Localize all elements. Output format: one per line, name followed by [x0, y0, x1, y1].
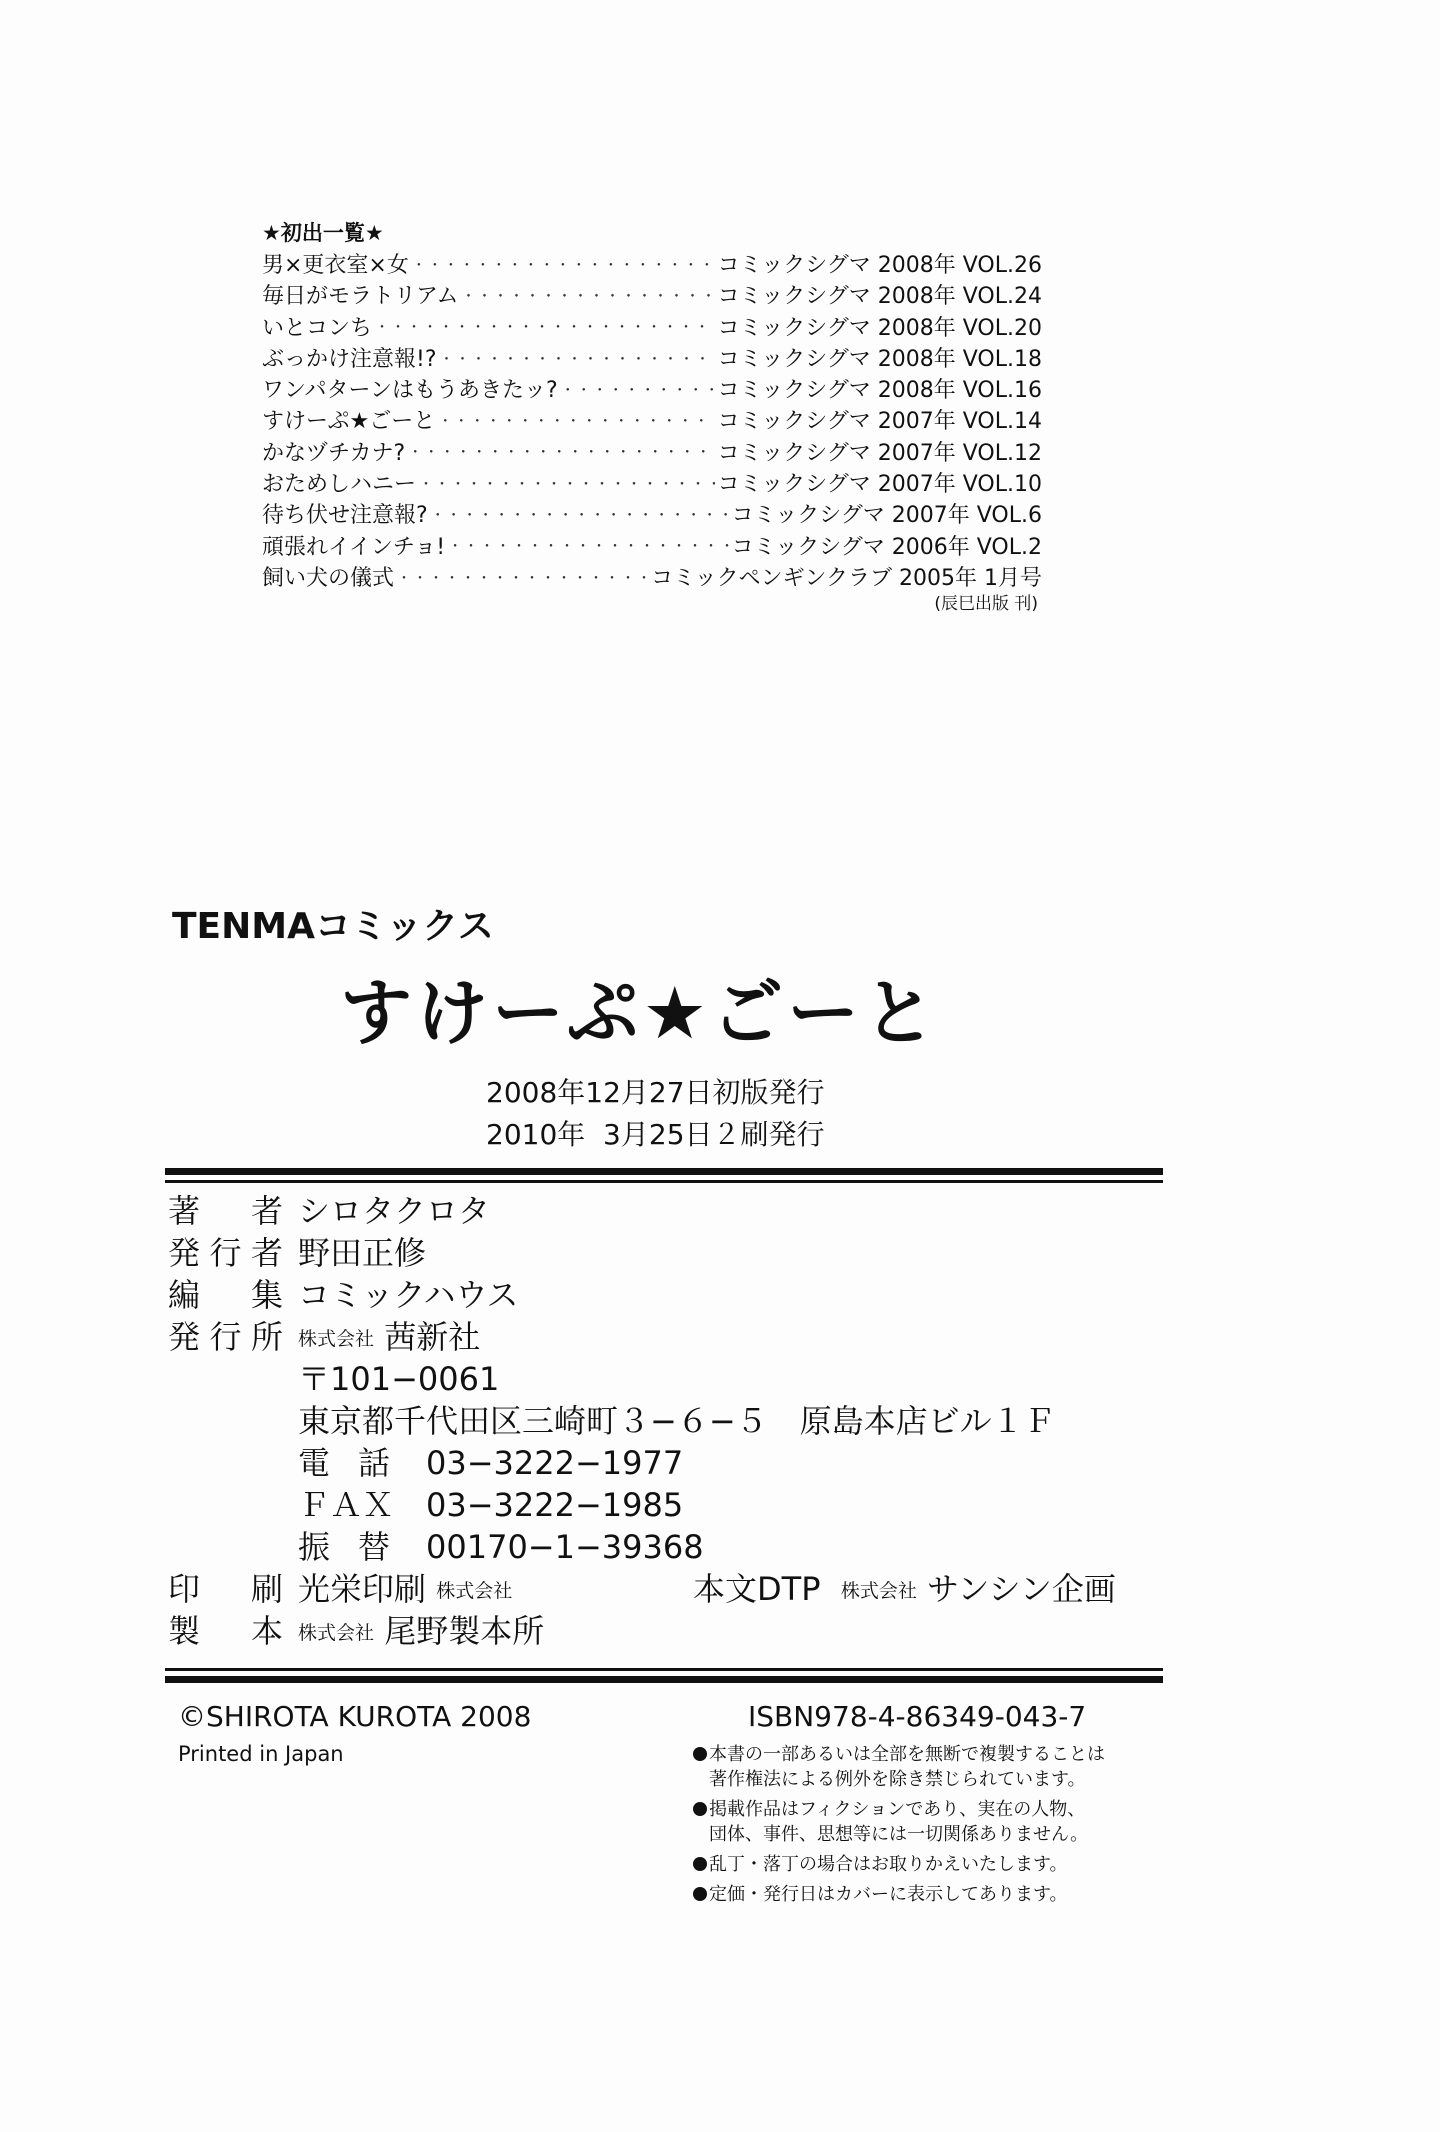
story-source: コミックシグマ 2008年 VOL.26: [717, 253, 1042, 278]
binder-name: 尾野製本所: [384, 1612, 545, 1650]
story-title: ワンパターンはもうあきたッ?: [262, 378, 558, 404]
publisher-note: (辰巳出版 刊): [934, 594, 1038, 615]
postal-code: 〒101−0061: [298, 1360, 500, 1398]
story-title: すけーぷ★ごーと: [262, 409, 436, 435]
leader-dots: [448, 540, 729, 554]
office-address: 東京都千代田区三崎町３−６−５ 原島本店ビル１Ｆ: [298, 1402, 1056, 1440]
divider: [165, 1668, 1163, 1671]
leader-dots: [438, 415, 714, 429]
legal-note: [693, 1797, 1163, 1847]
office-name: 茜新社: [384, 1318, 481, 1356]
divider: [165, 1676, 1163, 1683]
story-title: 飼い犬の儀式: [262, 565, 395, 591]
legal-notes: [693, 1742, 1163, 1912]
first-appearance-list: [262, 218, 1042, 616]
story-source: コミックシグマ 2006年 VOL.2: [731, 534, 1042, 560]
binder-prefix: 株式会社: [298, 1622, 375, 1644]
issuer-row: [168, 1232, 1168, 1274]
leader-dots: [375, 321, 715, 335]
note-line: 乱丁・落丁の場合はお取りかえいたします。: [709, 1854, 1068, 1875]
legal-note: [693, 1742, 1163, 1792]
list-item: [262, 250, 1042, 281]
first-appearance-heading: ★初出一覧★: [262, 221, 384, 245]
list-item: [262, 313, 1042, 344]
list-item: [262, 532, 1042, 563]
dtp-wrap: [693, 1568, 1116, 1612]
story-source: コミックシグマ 2008年 VOL.18: [717, 346, 1042, 372]
transfer-label: 振替: [298, 1528, 390, 1566]
imprint-label: TENMAコミックス: [172, 906, 494, 947]
address-row: [168, 1400, 1168, 1442]
author-label: 著者: [168, 1192, 283, 1230]
printer-suffix: 株式会社: [436, 1580, 513, 1602]
dtp-prefix: 株式会社: [840, 1580, 917, 1602]
phone-label: 電話: [298, 1444, 390, 1482]
postal-row: [168, 1358, 1168, 1400]
first-edition-date: 2008年12月27日初版発行: [486, 1076, 825, 1109]
dtp-label: 本文DTP: [693, 1570, 821, 1608]
story-title: ぶっかけ注意報!?: [262, 346, 437, 372]
editor-name: コミックハウス: [298, 1276, 519, 1314]
binding-label: 製本: [168, 1612, 283, 1650]
leader-dots: [412, 259, 715, 273]
leader-dots: [431, 509, 729, 523]
fax-wrap: [298, 1484, 683, 1526]
printer-row: [168, 1568, 1168, 1610]
note-line: 団体、事件、思想等には一切関係ありません。: [709, 1824, 1089, 1845]
edition-dates: [486, 1072, 825, 1156]
binding-row: [168, 1610, 1168, 1652]
dtp-company: サンシン企画: [927, 1570, 1116, 1608]
note-line: 本書の一部あるいは全部を無断で複製することは: [709, 1744, 1105, 1765]
office-row: [168, 1316, 1168, 1358]
copyright: ©SHIROTA KUROTA 2008: [178, 1700, 532, 1733]
author-name: シロタクロタ: [298, 1192, 491, 1230]
story-source: コミックシグマ 2007年 VOL.12: [717, 440, 1042, 466]
leader-dots: [408, 446, 714, 460]
story-source: コミックシグマ 2008年 VOL.24: [717, 284, 1042, 310]
list-item: [262, 500, 1042, 531]
leader-dots: [461, 290, 714, 304]
list-item: [262, 281, 1042, 312]
divider: [165, 1168, 1163, 1175]
office-name-wrap: [298, 1316, 480, 1360]
story-title: いとコンち: [262, 315, 373, 341]
list-item: [262, 469, 1042, 500]
second-printing-date: 2010年 3月25日２刷発行: [486, 1118, 825, 1151]
story-title: かなヅチカナ?: [262, 440, 406, 466]
leader-dots: [419, 478, 715, 492]
transfer-number: 00170−1−39368: [426, 1528, 704, 1566]
note-line: 定価・発行日はカバーに表示してあります。: [709, 1884, 1068, 1905]
phone-wrap: [298, 1442, 683, 1484]
office-label: 発行所: [168, 1318, 283, 1356]
isbn: ISBN978-4-86349-043-7: [748, 1700, 1087, 1733]
bullet-icon: [693, 1857, 707, 1871]
story-source: コミックシグマ 2008年 VOL.16: [717, 378, 1042, 404]
printed-in: Printed in Japan: [178, 1742, 344, 1766]
story-title: 男×更衣室×女: [262, 253, 409, 278]
list-item: [262, 438, 1042, 469]
fax-row: [168, 1484, 1168, 1526]
leader-dots: [440, 353, 715, 367]
list-item: [262, 563, 1042, 594]
list-item: [262, 375, 1042, 406]
bullet-icon: [693, 1887, 707, 1901]
story-source: コミックペンギンクラブ 2005年 1月号: [651, 565, 1042, 591]
divider: [165, 1180, 1163, 1183]
transfer-wrap: [298, 1526, 704, 1568]
leader-dots: [397, 572, 648, 586]
story-title: おためしハニー: [262, 472, 417, 498]
fax-number: 03−3222−1985: [426, 1486, 684, 1524]
printer-wrap: [298, 1568, 512, 1612]
office-prefix: 株式会社: [298, 1328, 375, 1350]
book-title: すけーぷ★ごーと: [340, 971, 940, 1055]
phone-number: 03−3222−1977: [426, 1444, 684, 1482]
story-source: コミックシグマ 2008年 VOL.20: [717, 315, 1042, 341]
editor-row: [168, 1274, 1168, 1316]
bullet-icon: [693, 1747, 707, 1761]
editor-label: 編集: [168, 1276, 283, 1314]
phone-row: [168, 1442, 1168, 1484]
story-source: コミックシグマ 2007年 VOL.6: [731, 503, 1042, 529]
transfer-row: [168, 1526, 1168, 1568]
bullet-icon: [693, 1802, 707, 1816]
legal-note: [693, 1882, 1163, 1907]
legal-note: [693, 1852, 1163, 1877]
fax-label: ＦＡＸ: [298, 1486, 395, 1524]
list-item: [262, 344, 1042, 375]
note-line: 著作権法による例外を除き禁じられています。: [709, 1769, 1086, 1790]
note-line: 掲載作品はフィクションであり、実在の人物、: [709, 1799, 1086, 1820]
issuer-name: 野田正修: [298, 1234, 427, 1272]
story-title: 毎日がモラトリアム: [262, 284, 459, 310]
story-source: コミックシグマ 2007年 VOL.14: [717, 409, 1042, 435]
binder-wrap: [298, 1610, 544, 1654]
story-title: 待ち伏せ注意報?: [262, 503, 428, 529]
leader-dots: [561, 384, 715, 398]
printer-name: 光栄印刷: [298, 1570, 427, 1608]
author-row: [168, 1190, 1168, 1232]
story-source: コミックシグマ 2007年 VOL.10: [717, 472, 1042, 498]
story-title: 頑張れイインチョ!: [262, 534, 446, 560]
print-label: 印刷: [168, 1570, 283, 1608]
list-item: [262, 406, 1042, 437]
issuer-label: 発行者: [168, 1234, 283, 1272]
colophon-details: [168, 1190, 1168, 1652]
